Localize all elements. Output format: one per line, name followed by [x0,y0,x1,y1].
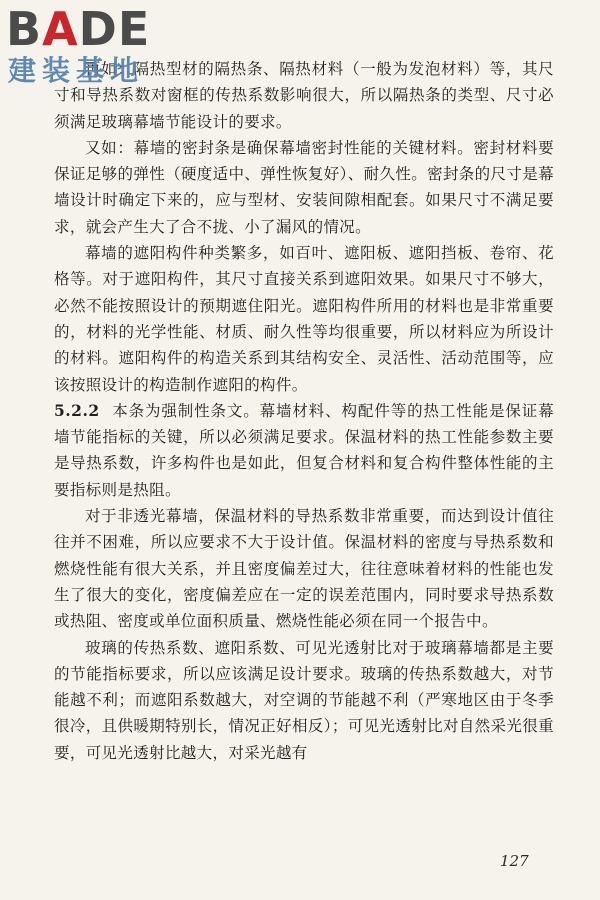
section-number: 5.2.2 [54,400,100,420]
logo-chinese-text: 建装基地 [8,54,145,87]
logo-latin-text: BADE [6,2,151,56]
section-paragraph [54,398,554,503]
bade-logo [6,4,176,90]
paragraph: 玻璃的传热系数、遮阳系数、可见光透射比对于玻璃幕墙都是主要的节能指标要求，所以应该满足设计要求。玻璃的传热系数越大，对节能越不利；而遮阳系数越大，对空调的节能越不利（严寒地区由于冬季很冷，且供暖期特别长，情况正好相反）；可见光透射比对自然采光很重要，可见光透射比越大，对采光越有 [54,638,554,762]
page-number: 127 [500,852,529,870]
paragraph: 幕墙的遮阳构件种类繁多，如百叶、遮阳板、遮阳挡板、卷帘、花格等。对于遮阳构件，其尺寸直接关系到遮阳效果。如果尺寸不够大，必然不能按照设计的预期遮住阳光。遮阳构件所用的材料也是非常重要的，材料的光学性能、材质、耐久性等均很重要，所以材料应为所设计的材料。遮阳构件的构造关系到其结构安全、灵活性、活动范围等，应该按照设计的构造制作遮阳的构件。 [54,244,554,394]
paragraph: 又如：幕墙的密封条是确保幕墙密封性能的关键材料。密封材料要保证足够的弹性（硬度适中、弹性恢复好）、耐久性。密封条的尺寸是幕墙设计时确定下来的，应与型材、安装间隙相配套。如果尺寸不满足要求，就会产生大了合不拢、小了漏风的情况。 [54,138,554,236]
section-text: 本条为强制性条文。幕墙材料、构配件等的热工性能是保证幕墙节能指标的关键，所以必须满足要求。保温材料的热工性能参数主要是导热系数，许多构件也是如此，但复合材料和复合构件整体性能的主要指标则是热阻。 [54,401,554,499]
paragraph: 对于非透光幕墙，保温材料的导热系数非常重要，而达到设计值往往并不困难，所以应要求不大于设计值。保温材料的密度与导热系数和燃烧性能有很大关系，并且密度偏差过大，往往意味着材料的性能也发生了很大的变化，密度偏差应在一定的误差范围内，同时要求导热系数或热阻、密度或单位面积质量、燃烧性能必须在同一个报告中。 [54,507,554,631]
body-text [54,56,554,766]
paragraph: 再如：隔热型材的隔热条、隔热材料（一般为发泡材料）等，其尺寸和导热系数对窗框的传热系数影响很大，所以隔热条的类型、尺寸必须满足玻璃幕墙节能设计的要求。 [54,60,554,131]
